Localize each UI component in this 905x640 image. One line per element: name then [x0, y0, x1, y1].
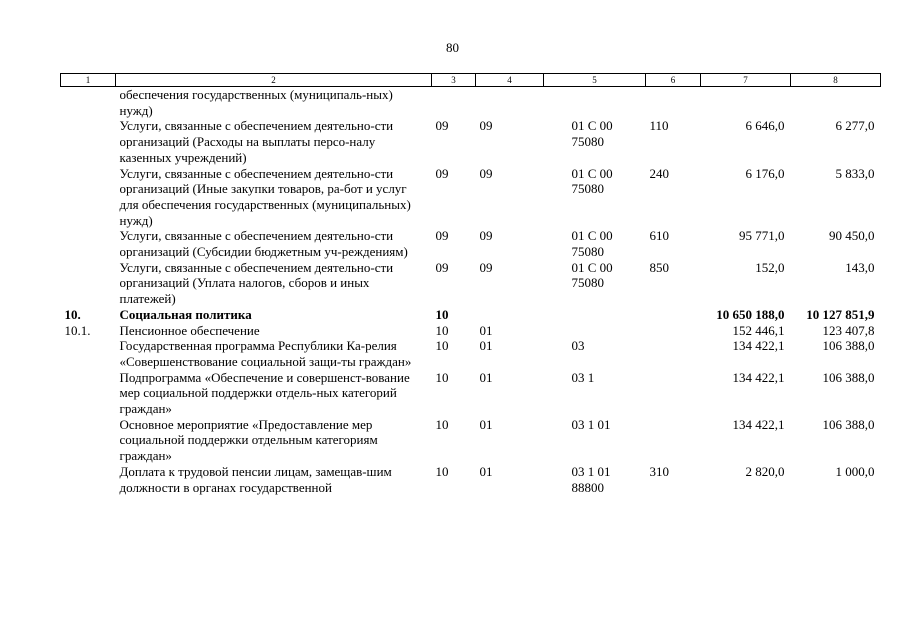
table-body: [61, 87, 881, 496]
row-number-cell: [61, 87, 116, 119]
amount-2-cell: 10 127 851,9: [806, 306, 875, 322]
amount-1-cell: 6 646,0: [745, 118, 785, 134]
amount-1-cell: 152,0: [755, 259, 785, 275]
expense-type-cell: [646, 87, 701, 119]
target-article-cell: 01 С 00 75080: [571, 228, 613, 260]
row-number-cell: [61, 464, 116, 495]
budget-table: [60, 73, 881, 495]
amount-1-cell: 134 422,1: [732, 369, 785, 385]
section-code-cell: 10: [435, 306, 449, 322]
page-number: 80: [446, 40, 459, 55]
amount-2-cell: 123 407,8: [822, 322, 875, 338]
target-article-cell: [544, 323, 646, 339]
row-name-cell: Услуги, связанные с обеспечением деятельно-сти организаций (Уплата налогов, сборов и иных платежей): [119, 259, 394, 307]
amount-1-cell: 95 771,0: [739, 228, 785, 244]
amount-1-cell: 134 422,1: [732, 338, 785, 354]
subsection-code-cell: [476, 307, 544, 323]
row-name-cell: Пенсионное обеспечение: [119, 322, 260, 338]
section-code-cell: 10: [435, 338, 449, 354]
subsection-code-cell: 01: [479, 463, 493, 479]
target-article-cell: [544, 87, 646, 119]
section-code-cell: 10: [435, 416, 449, 432]
subsection-code-cell: 01: [479, 338, 493, 354]
table-row: [61, 87, 881, 119]
table-row: [61, 323, 881, 339]
row-number-cell: [61, 338, 116, 369]
table-row: [61, 118, 881, 165]
expense-type-cell: 610: [649, 228, 669, 244]
row-name-cell: Услуги, связанные с обеспечением деятельно-сти организаций (Расходы на выплаты персо-налу казенных учреждений): [119, 118, 394, 165]
subsection-code-cell: [476, 87, 544, 119]
amount-2-cell: [791, 87, 881, 119]
header-col-5: 5: [544, 74, 646, 87]
section-code-cell: [432, 87, 476, 119]
table-row: [61, 338, 881, 369]
amount-1-cell: 2 820,0: [745, 463, 785, 479]
subsection-code-cell: 09: [479, 118, 493, 134]
row-name-cell: Социальная политика: [119, 306, 252, 322]
table-header: [61, 74, 881, 87]
amount-2-cell: 106 388,0: [822, 338, 875, 354]
row-name-cell: Подпрограмма «Обеспечение и совершенст-вование мер социальной поддержки отдель-ных категорий граждан»: [119, 369, 410, 417]
row-number-cell: [61, 166, 116, 229]
row-number-cell: [61, 260, 116, 307]
table-row: [61, 166, 881, 229]
section-code-cell: 10: [435, 463, 449, 479]
header-col-7: 7: [701, 74, 791, 87]
amount-1-cell: 10 650 188,0: [716, 306, 785, 322]
header-col-3: 3: [432, 74, 476, 87]
target-article-cell: 03 1 01 88800: [571, 463, 611, 495]
amount-2-cell: 90 450,0: [829, 228, 875, 244]
table-row: [61, 464, 881, 495]
header-col-4: 4: [476, 74, 544, 87]
row-name-cell: Государственная программа Республики Ка-релия «Совершенствование социальной защи-ты граждан»: [119, 338, 412, 369]
table-row: [61, 417, 881, 464]
table-row: [61, 260, 881, 307]
row-number-cell: 10.: [64, 306, 81, 322]
expense-type-cell: [646, 417, 701, 464]
subsection-code-cell: 01: [479, 322, 493, 338]
section-code-cell: 09: [435, 165, 449, 181]
target-article-cell: 01 С 00 75080: [571, 165, 613, 197]
row-name-cell: Доплата к трудовой пенсии лицам, замещав-шим должности в органах государственной: [119, 463, 392, 495]
target-article-cell: 03 1 01: [571, 416, 611, 432]
section-code-cell: 10: [435, 369, 449, 385]
section-code-cell: 09: [435, 228, 449, 244]
section-code-cell: 09: [435, 259, 449, 275]
amount-1-cell: 6 176,0: [745, 165, 785, 181]
row-number-cell: [61, 118, 116, 165]
expense-type-cell: [646, 307, 701, 323]
amount-2-cell: 5 833,0: [835, 165, 875, 181]
target-article-cell: 03 1: [571, 369, 595, 385]
table-row: [61, 370, 881, 417]
header-col-1: 1: [61, 74, 116, 87]
amount-1-cell: [701, 87, 791, 119]
table-row: [61, 228, 881, 259]
header-row: [61, 74, 881, 87]
amount-2-cell: 106 388,0: [822, 369, 875, 385]
subsection-code-cell: 09: [479, 165, 493, 181]
target-article-cell: 01 С 00 75080: [571, 259, 613, 291]
expense-type-cell: 110: [649, 118, 669, 134]
row-number-cell: [61, 228, 116, 259]
expense-type-cell: [646, 370, 701, 417]
section-code-cell: 09: [435, 118, 449, 134]
amount-2-cell: 1 000,0: [835, 463, 875, 479]
row-name-cell: обеспечения государственных (муниципаль-ных) нужд): [119, 87, 393, 118]
subsection-code-cell: 09: [479, 228, 493, 244]
amount-2-cell: 143,0: [845, 259, 875, 275]
header-col-6: 6: [646, 74, 701, 87]
section-code-cell: 10: [435, 322, 449, 338]
amount-1-cell: 152 446,1: [732, 322, 785, 338]
row-number-cell: [61, 370, 116, 417]
expense-type-cell: 850: [649, 259, 669, 275]
expense-type-cell: [646, 338, 701, 369]
table-row: [61, 307, 881, 323]
row-name-cell: Услуги, связанные с обеспечением деятельно-сти организаций (Иные закупки товаров, ра-бот и услуг для обеспечения государственных (муниципальных) нужд): [119, 165, 411, 228]
amount-2-cell: 106 388,0: [822, 416, 875, 432]
expense-type-cell: 310: [649, 463, 669, 479]
row-name-cell: Услуги, связанные с обеспечением деятельно-сти организаций (Субсидии бюджетным уч-реждениям): [119, 228, 408, 260]
row-number-cell: 10.1.: [64, 322, 91, 338]
row-name-cell: Основное мероприятие «Предоставление мер социальной поддержки отдельным категориям граждан»: [119, 416, 378, 464]
target-article-cell: 01 С 00 75080: [571, 118, 613, 150]
subsection-code-cell: 09: [479, 259, 493, 275]
amount-1-cell: 134 422,1: [732, 416, 785, 432]
target-article-cell: [544, 307, 646, 323]
header-col-8: 8: [791, 74, 881, 87]
row-number-cell: [61, 417, 116, 464]
amount-2-cell: 6 277,0: [835, 118, 875, 134]
expense-type-cell: [646, 323, 701, 339]
header-col-2: 2: [116, 74, 432, 87]
expense-type-cell: 240: [649, 165, 669, 181]
subsection-code-cell: 01: [479, 416, 493, 432]
subsection-code-cell: 01: [479, 369, 493, 385]
target-article-cell: 03: [571, 338, 585, 354]
